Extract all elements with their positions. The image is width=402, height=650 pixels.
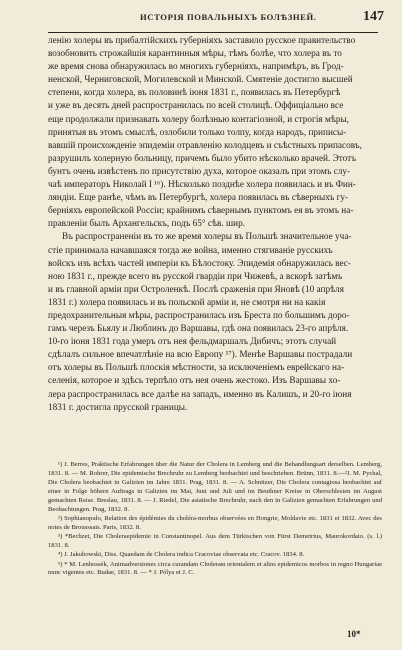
text-line: предохранительныя мѣры, распространилась изъ Бреста по большимъ доро- xyxy=(48,310,350,321)
text-line: гамъ черезъ Бьялу и Люблинъ до Варшавы, гдѣ она появилась 23-го апрѣля. xyxy=(48,324,349,335)
text-line: и уже въ десять дней распространилась по всей столицѣ. Оффиціально все xyxy=(48,101,344,112)
text-line: лера распространилась все далѣе на западъ, именно въ Калишъ, и 20-го іюня xyxy=(48,389,352,400)
text-line: разрушилъ холерную больницу, причемъ было убито нѣсколько врачей. Этотъ xyxy=(48,153,356,164)
running-title: ИСТОРІЯ ПОВАЛЬНЫХЪ БОЛѢЗНЕЙ. xyxy=(140,12,317,22)
text-line: и въ главной арміи при Остроленкѣ. Послѣ сраженія при Яновѣ (10 апрѣля xyxy=(48,284,345,295)
header-rule xyxy=(48,32,378,33)
paragraph-1 xyxy=(48,35,380,231)
page-number: 147 xyxy=(363,9,384,24)
text-line: правленіи былъ Архангельскъ, подъ 65° сѣв. шир. xyxy=(48,219,246,230)
text-line: ленію холеры въ прибалтійскихъ губерніяхъ заставило русское правительство xyxy=(48,36,356,46)
footnote-2: ²) Sophianopulo, Relation des épidémies du choléra-morbus observées en Hongrie, Moldavie etc. 1831 et 1832. Avec des notes de Brousssais. Paris, 1832. 8. xyxy=(48,514,382,531)
footnotes xyxy=(48,461,382,579)
footnote-5: ⁵) * M. Lenhossék, Animadversiones circa curandam Cholerам orientalem et alios epidemicos morbos in regno Hungariae nunc vigentes etc. Budae, 1831. 8. — * J. Pólya et J. C. xyxy=(48,560,382,577)
paragraph-2 xyxy=(48,231,380,414)
page-header xyxy=(0,9,402,27)
text-line: стіе принимала начавшаяся тогда же война, именно стягиваніе русскихъ xyxy=(48,245,333,256)
text-line: селенія, которое и здѣсь терпѣло отъ нея очень жестоко. Изъ Варшавы хо- xyxy=(48,376,341,387)
footnote-4: ⁴) J. Jakubowski, Diss. Quaedam de Cholera indica Cracoviae observata etc. Cracov. 1834. 8. xyxy=(58,551,305,559)
main-text xyxy=(48,35,380,415)
text-line: Въ распространеніи въ то же время холеры въ Польшѣ значительное уча- xyxy=(62,232,352,243)
text-line: 1831 г. достигла прусской границы. xyxy=(48,402,188,413)
text-line: же время снова обнаружилась во многихъ губерніяхъ, напримѣръ, въ Грод- xyxy=(48,62,344,73)
text-line: 10-го іюня 1831 года умеръ отъ нея фельдмаршалъ Дибичъ; этотъ случай xyxy=(48,337,337,348)
text-line: ляндіи. Еще ранѣе, чѣмъ въ Петербургѣ, холера появилась въ сѣверныхъ гу- xyxy=(48,193,349,204)
text-line: ною 1831 г., прежде всего въ русской гвардіи при Чижевѣ, а вскорѣ затѣмъ xyxy=(48,271,343,282)
footnote-3: ³) *Bechzet, Die Choleraepidemie in Constantinopel. Aus dem Türkischen von Fürst Demetrius, Maurokordato. (s. l.) 1831. 8. xyxy=(48,533,382,549)
text-line: отъ холеры въ Польшѣ плоскія мѣстности, за исключеніемъ еврейскаго на- xyxy=(48,363,345,374)
text-line: еще продолжали признавать холеру болѣзнью контагіозной, и строгія мѣры, xyxy=(48,114,349,125)
text-line: вавшій происхожденіе эпидеміи отравленію колодцевъ и съѣстныхъ припасовъ, xyxy=(48,140,362,151)
text-line: бунтъ очень извѣстенъ по присутствію духа, которое оказалъ при этомъ слу- xyxy=(48,166,351,177)
signature-mark: 10* xyxy=(347,629,361,639)
text-line: степени, когда холера, въ половинѣ іюня 1831 г., появилась въ Петербургѣ xyxy=(48,88,341,99)
text-line: сдѣлалъ сильное впечатлѣніе на всю Европу ¹⁷). Менѣе Варшавы пострадали xyxy=(48,350,353,361)
text-line: чаѣ императоръ Николай I ¹⁶). Нѣсколько позднѣе холера появилась и въ Фин- xyxy=(48,180,356,191)
text-line: войскъ изъ всѣхъ частей имперіи къ Бѣлостоку. Эпидемія обнаружилась вес- xyxy=(48,258,351,269)
text-line: 1831 г.) холера появилась и въ польской арміи и, не смотря ни на какія xyxy=(48,297,326,308)
text-line: принятыя въ этомъ смыслѣ, озлобили только толпу, когда народъ, приписы- xyxy=(48,127,347,138)
text-line: возобновить строжайшія карантинныя мѣры, тѣмъ болѣе, что холера въ то xyxy=(48,49,342,60)
footnote-1: ¹) J. Berres, Praktische Erfahrungen über die Natur der Cholera in Lemberg und die Behandlungsart derselben. Lemberg, 1831. 8. — M. Rohrer, Die epidemische Brechruhr zu Lemberg beobachtet und beschrieben. Brünn, 1831. 8.—²J. M. Pychal, Die Cholera beobachtet in Galizien im Jahre 1831. Prag, 1831. 8. — A. Schnitzer, Die Cholera contagiosa beobachtet auf einer in Folge höhern Auftrags in Galizien im Mai, Juni und Juli und im Beuthner Kreise in Oberschlesien im August gemachten Reise. Breslau, 1831. 8. — J. Riedel, Die asiatische Brechruhr, nach den in Galizien gemachten Erfahrungen und Beobachtungen. Prag, 1832. 8. xyxy=(48,461,382,513)
text-line: ненской, Черниговской, Могилевской и Минской. Смятеніе достигло высшей xyxy=(48,75,353,86)
text-line: берніяхъ европейской Россіи; крайнимъ сѣвернымъ пунктомъ ея въ этомъ на- xyxy=(48,206,354,217)
